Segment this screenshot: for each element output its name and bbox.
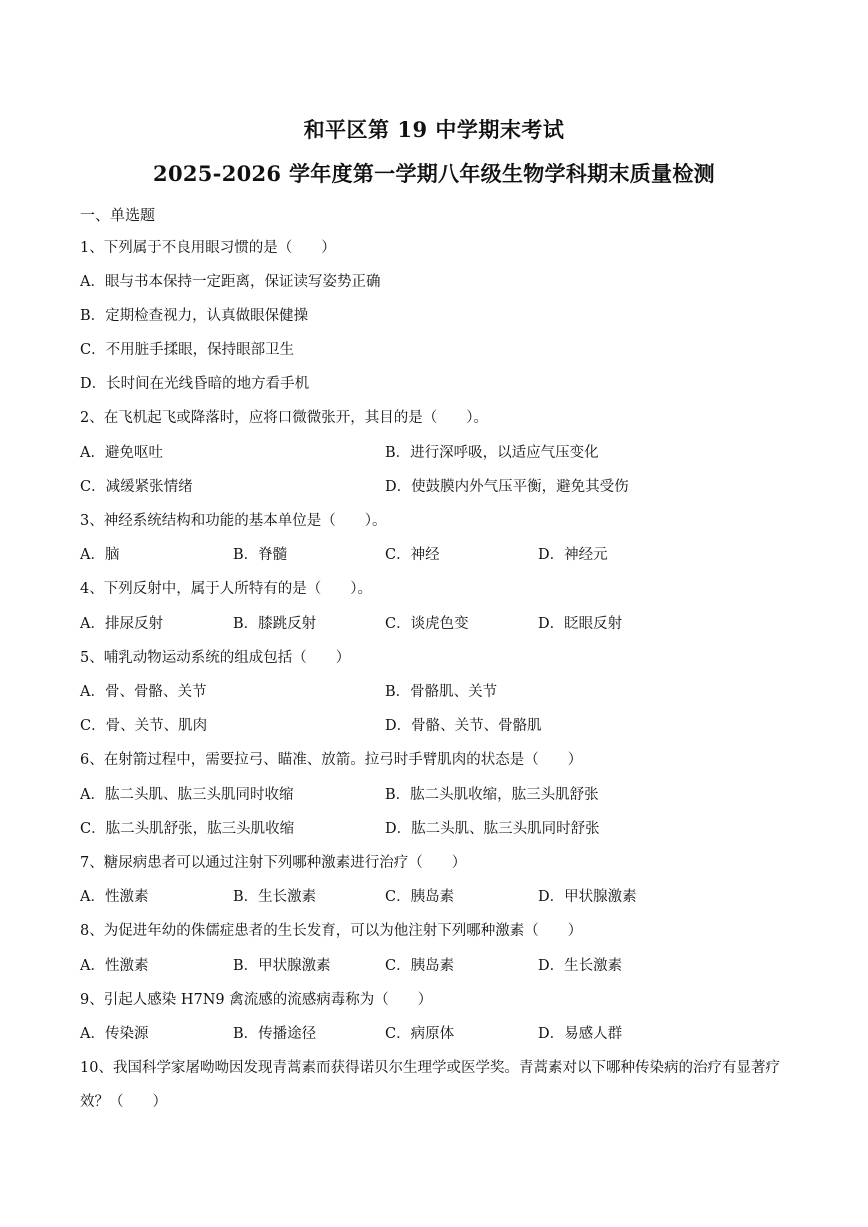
question-6-option-d: D．肱二头肌、肱三头肌同时舒张	[385, 821, 600, 837]
section-title: 一、单选题	[80, 206, 156, 224]
question-6-stem: 6、在射箭过程中，需要拉弓、瞄准、放箭。拉弓时手臂肌肉的状态是（ ）	[80, 752, 583, 768]
question-8-option-c: C．胰岛素	[385, 958, 455, 974]
question-8-option-b: B．甲状腺激素	[233, 958, 331, 974]
question-5-option-a: A．骨、骨骼、关节	[80, 684, 207, 700]
question-9-option-b: B．传播途径	[233, 1026, 317, 1042]
question-6-option-b: B．肱二头肌收缩，肱三头肌舒张	[385, 787, 599, 803]
question-3-option-b: B．脊髓	[233, 547, 288, 563]
question-5-option-b: B．骨骼肌、关节	[385, 684, 498, 700]
question-9-option-d: D．易感人群	[538, 1026, 623, 1042]
question-2-option-a: A．避免呕吐	[80, 445, 163, 461]
question-1-option-a: A．眼与书本保持一定距离，保证读写姿势正确	[80, 274, 381, 290]
question-5-option-c: C．骨、关节、肌肉	[80, 718, 208, 734]
question-10-stem: 10、我国科学家屠呦呦因发现青蒿素而获得诺贝尔生理学或医学奖。青蒿素对以下哪种传染病的治疗有显著疗效？（ ）	[80, 1060, 780, 1110]
question-8-option-d: D．生长激素	[538, 958, 623, 974]
question-3-option-a: A．脑	[80, 547, 120, 563]
question-6-option-c: C．肱二头肌舒张，肱三头肌收缩	[80, 821, 295, 837]
question-9-option-c: C．病原体	[385, 1026, 455, 1042]
question-4-option-a: A．排尿反射	[80, 616, 163, 632]
question-4-option-b: B．膝跳反射	[233, 616, 317, 632]
question-2-stem: 2、在飞机起飞或降落时，应将口微微张开，其目的是（ ）。	[80, 410, 488, 426]
question-2-option-d: D．使鼓膜内外气压平衡，避免其受伤	[385, 479, 629, 495]
question-4-option-c: C．谈虎色变	[385, 616, 469, 632]
question-7-option-c: C．胰岛素	[385, 889, 455, 905]
question-7-option-a: A．性激素	[80, 889, 149, 905]
question-6-option-a: A．肱二头肌、肱三头肌同时收缩	[80, 787, 294, 803]
question-1-option-d: D．长时间在光线昏暗的地方看手机	[80, 376, 310, 392]
question-1-option-c: C．不用脏手揉眼，保持眼部卫生	[80, 342, 295, 358]
question-5-stem: 5、哺乳动物运动系统的组成包括（ ）	[80, 650, 351, 666]
question-2-option-c: C．减缓紧张情绪	[80, 479, 193, 495]
question-4-stem: 4、下列反射中，属于人所特有的是（ ）。	[80, 581, 372, 597]
question-3-option-d: D．神经元	[538, 547, 608, 563]
question-8-option-a: A．性激素	[80, 958, 149, 974]
question-3-option-c: C．神经	[385, 547, 440, 563]
question-9-stem: 9、引起人感染 H7N9 禽流感的流感病毒称为（ ）	[80, 992, 433, 1008]
question-2-option-b: B．进行深呼吸，以适应气压变化	[385, 445, 599, 461]
question-7-stem: 7、糖尿病患者可以通过注射下列哪种激素进行治疗（ ）	[80, 855, 467, 871]
exam-subtitle: 2025-2026 学年度第一学期八年级生物学科期末质量检测	[153, 161, 715, 186]
question-4-option-d: D．眨眼反射	[538, 616, 623, 632]
question-9-option-a: A．传染源	[80, 1026, 149, 1042]
question-5-option-d: D．骨骼、关节、骨骼肌	[385, 718, 542, 734]
question-1-stem: 1、下列属于不良用眼习惯的是（ ）	[80, 240, 336, 256]
exam-title: 和平区第 19 中学期末考试	[303, 117, 565, 142]
question-8-stem: 8、为促进年幼的侏儒症患者的生长发育，可以为他注射下列哪种激素（ ）	[80, 923, 583, 939]
question-3-stem: 3、神经系统结构和功能的基本单位是（ ）。	[80, 513, 387, 529]
question-7-option-b: B．生长激素	[233, 889, 317, 905]
question-1-option-b: B．定期检查视力，认真做眼保健操	[80, 308, 309, 324]
question-7-option-d: D．甲状腺激素	[538, 889, 637, 905]
